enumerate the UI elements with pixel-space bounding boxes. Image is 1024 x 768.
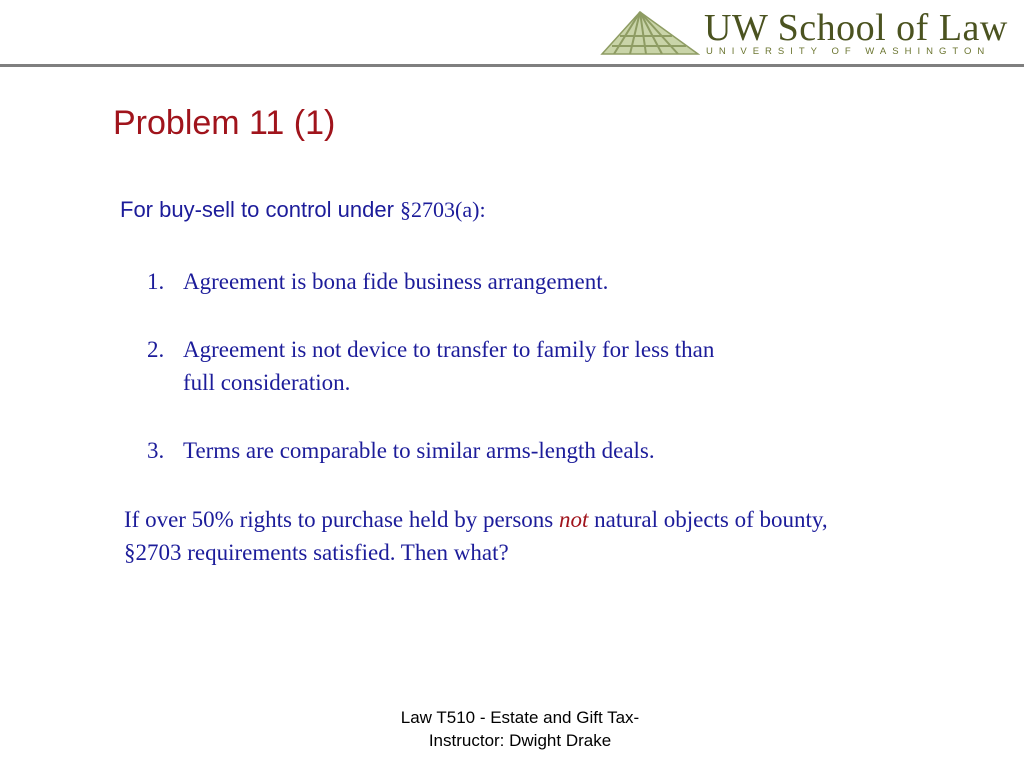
uw-law-building-icon (600, 6, 700, 56)
list-item-continuation: full consideration. (183, 370, 351, 395)
lead-reference: §2703(a): (400, 197, 486, 222)
list-item-text: Agreement is not device to transfer to family for less than (183, 337, 715, 362)
paragraph-before: If over 50% rights to purchase held by persons (124, 507, 559, 532)
logo-subtitle: UNIVERSITY OF WASHINGTON (706, 46, 991, 57)
list-item (147, 333, 714, 399)
uw-law-logo (600, 6, 1008, 58)
logo-title: UW School of Law (704, 7, 1008, 49)
list-item-number: 1. (147, 269, 165, 294)
lead-label: For buy-sell to control under (120, 197, 401, 222)
list-item-text: Agreement is bona fide business arrangement. (183, 269, 609, 294)
paragraph-emphasis: not (558, 507, 589, 532)
footer-instructor: Instructor: Dwight Drake (428, 731, 612, 750)
list-item (147, 434, 655, 467)
footer (340, 706, 700, 752)
lead-text (120, 197, 486, 223)
list-item-text: Terms are comparable to similar arms-length deals. (183, 438, 655, 463)
footer-course: Law T510 - Estate and Gift Tax- (400, 708, 640, 727)
list-item-number: 2. (147, 337, 165, 362)
list-item-number: 3. (147, 438, 165, 463)
list-item (147, 265, 608, 298)
paragraph-after: natural objects of bounty, §2703 requirements satisfied. Then what? (124, 507, 828, 565)
header-divider (0, 64, 1024, 67)
closing-paragraph (124, 503, 844, 569)
slide-title: Problem 11 (1) (113, 104, 336, 142)
